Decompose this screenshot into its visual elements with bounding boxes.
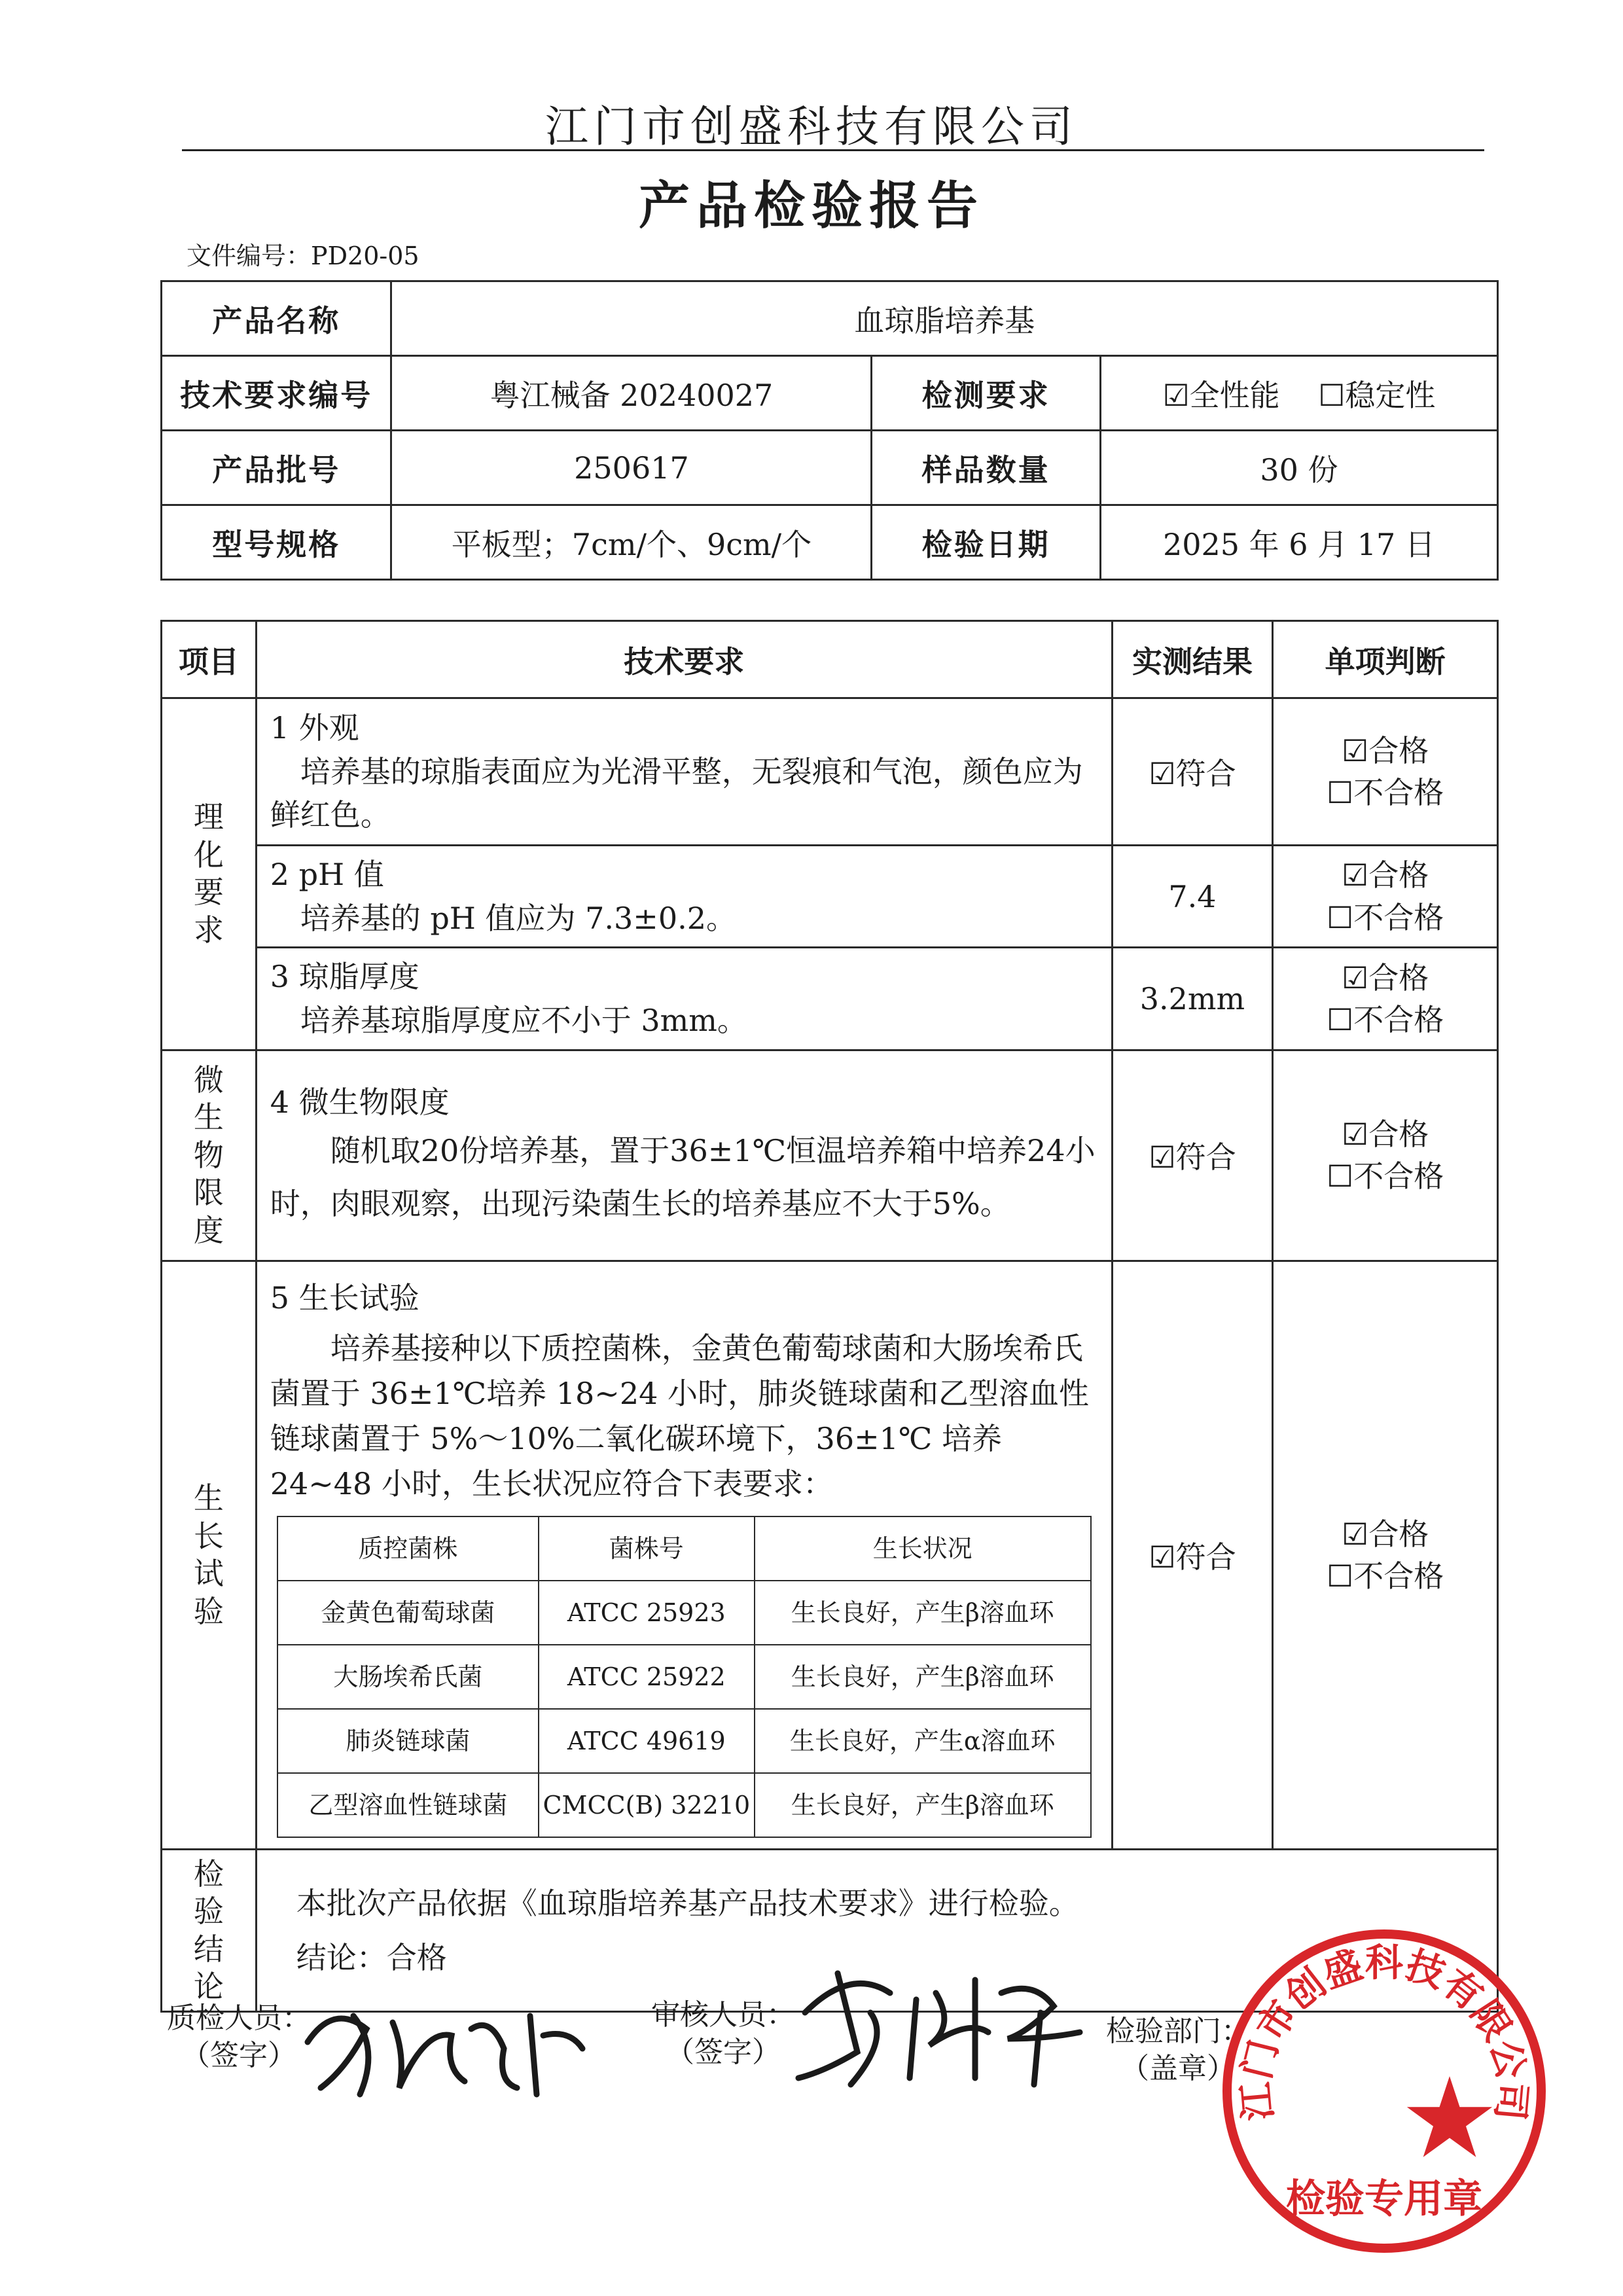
header-item: 项目: [162, 621, 257, 698]
fail-checkbox: ☐不合格: [1326, 1002, 1444, 1038]
tech-no-label: 技术要求编号: [162, 356, 391, 431]
judge-appearance: [1273, 698, 1498, 846]
qc-label: 质检人员：: [167, 2001, 311, 2035]
fail-checkbox: ☐不合格: [1326, 775, 1444, 810]
strain-header-id: 菌株号: [539, 1516, 755, 1581]
judge-thickness: [1273, 948, 1498, 1050]
req-microbial-text: 随机取20份培养基，置于36±1℃恒温培养箱中培养24小时，肉眼观察，出现污染菌生长的培养基应不大于5%。: [270, 1133, 1096, 1221]
conclusion-basis: 本批次产品依据《血琼脂培养基产品技术要求》进行检验。: [296, 1886, 1079, 1922]
req-ph-text: 培养基的 pH 值应为 7.3±0.2。: [300, 900, 736, 936]
req-appearance-title: 1 外观: [270, 709, 359, 745]
req-thickness: [256, 948, 1112, 1050]
full-performance-checkbox: ☑全性能: [1162, 377, 1280, 413]
strain-growth: 生长良好，产生β溶血环: [755, 1581, 1091, 1645]
company-name: 江门市创盛科技有限公司: [545, 101, 1078, 152]
table-row: [277, 1709, 1091, 1773]
judge-ph: [1273, 846, 1498, 948]
batch-label: 产品批号: [162, 431, 391, 505]
req-microbial: [256, 1050, 1112, 1261]
fail-checkbox: ☐不合格: [1326, 899, 1444, 935]
date-value: 2025 年 6 月 17 日: [1100, 505, 1497, 580]
strain-name: 肺炎链球菌: [277, 1709, 539, 1773]
table-row: [277, 1581, 1091, 1645]
report-title: 产品检验报告: [638, 176, 984, 236]
pass-checkbox: ☑合格: [1341, 1116, 1429, 1152]
req-growth-text: 培养基接种以下质控菌株，金黄色葡萄球菌和大肠埃希氏菌置于 36±1℃培养 18~24 小时，肺炎链球菌和乙型溶血性链球菌置于 5%～10%二氧化碳环境下，36±1℃ 培养 24~48 小时，生长状况应符合下表要求：: [270, 1331, 1089, 1502]
tech-no-value: 粤江械备 20240027: [391, 356, 872, 431]
req-ph-title: 2 pH 值: [270, 857, 384, 892]
header-requirement: 技术要求: [256, 621, 1112, 698]
section-microbial-limit: 微 生 物 限 度: [162, 1050, 257, 1261]
section-conclusion: 检 验 结 论: [162, 1850, 257, 2012]
model-label: 型号规格: [162, 505, 391, 580]
table-row: [277, 1773, 1091, 1837]
inspect-req-label: 检测要求: [872, 356, 1100, 431]
strain-header-growth: 生长状况: [755, 1516, 1091, 1581]
strain-name: 金黄色葡萄球菌: [277, 1581, 539, 1645]
inspection-stamp: [1214, 1921, 1554, 2261]
req-ph: [256, 846, 1112, 948]
review-label: 审核人员：: [651, 1998, 795, 2032]
inspect-req-value: [1100, 356, 1497, 431]
review-signature-block: [651, 1996, 795, 2071]
strain-header-name: 质控菌株: [277, 1516, 539, 1581]
inspection-table: [160, 620, 1499, 2013]
pass-checkbox: ☑合格: [1341, 857, 1429, 893]
strain-id: ATCC 49619: [539, 1709, 755, 1773]
strain-name: 大肠埃希氏菌: [277, 1645, 539, 1709]
req-appearance: [256, 698, 1112, 846]
model-value: 平板型；7cm/个、9cm/个: [391, 505, 872, 580]
dept-label: 检验部门：: [1106, 2015, 1250, 2048]
pass-checkbox: ☑合格: [1341, 960, 1429, 996]
strain-id: CMCC(B) 32210: [539, 1773, 755, 1837]
header-judgement: 单项判断: [1273, 621, 1498, 698]
strain-id: ATCC 25922: [539, 1645, 755, 1709]
review-signature: [779, 1954, 1093, 2091]
strain-growth: 生长良好，产生α溶血环: [755, 1709, 1091, 1773]
strain-growth: 生长良好，产生β溶血环: [755, 1645, 1091, 1709]
judge-microbial: [1273, 1050, 1498, 1261]
review-sub: （签字）: [666, 2036, 781, 2070]
pass-checkbox: ☑合格: [1341, 1516, 1429, 1552]
dept-sub: （盖章）: [1120, 2052, 1236, 2086]
header-rule: [182, 149, 1484, 151]
stability-checkbox: ☐稳定性: [1318, 377, 1436, 413]
result-microbial: ☑符合: [1112, 1050, 1272, 1261]
result-thickness: 3.2mm: [1112, 948, 1272, 1050]
info-table: [160, 280, 1499, 581]
req-growth: [256, 1261, 1112, 1850]
table-row: [277, 1645, 1091, 1709]
qc-sub: （签字）: [181, 2039, 296, 2073]
stamp-center-text: 检验专用章: [1286, 2176, 1482, 2222]
product-name-value: 血琼脂培养基: [391, 281, 1498, 356]
date-label: 检验日期: [872, 505, 1100, 580]
batch-value: 250617: [391, 431, 872, 505]
sample-label: 样品数量: [872, 431, 1100, 505]
strain-name: 乙型溶血性链球菌: [277, 1773, 539, 1837]
file-number: 文件编号：PD20-05: [187, 242, 419, 270]
qc-signature-block: [167, 2000, 311, 2074]
strain-table: [277, 1516, 1092, 1838]
judge-growth: [1273, 1261, 1498, 1850]
section-growth-test: 生 长 试 验: [162, 1261, 257, 1850]
req-thickness-text: 培养基琼脂厚度应不小于 3mm。: [300, 1003, 747, 1039]
stamp-ring-text: 江门市创盛科技有限公司: [1233, 1940, 1535, 2123]
section-physchem: 理 化 要 求: [162, 698, 257, 1050]
req-microbial-title: 4 微生物限度: [270, 1085, 450, 1121]
header-result: 实测结果: [1112, 621, 1272, 698]
strain-id: ATCC 25923: [539, 1581, 755, 1645]
result-growth: ☑符合: [1112, 1261, 1272, 1850]
req-appearance-text: 培养基的琼脂表面应为光滑平整，无裂痕和气泡，颜色应为鲜红色。: [270, 753, 1083, 833]
result-ph: 7.4: [1112, 846, 1272, 948]
conclusion-result: 结论：合格: [296, 1939, 447, 1975]
star-icon: ★: [1399, 2054, 1500, 2183]
fail-checkbox: ☐不合格: [1326, 1158, 1444, 1194]
sample-value: 30 份: [1100, 431, 1497, 505]
product-name-label: 产品名称: [162, 281, 391, 356]
req-thickness-title: 3 琼脂厚度: [270, 959, 419, 995]
qc-signature: [294, 1990, 596, 2101]
strain-growth: 生长良好，产生β溶血环: [755, 1773, 1091, 1837]
pass-checkbox: ☑合格: [1341, 732, 1429, 768]
result-appearance: ☑符合: [1112, 698, 1272, 846]
fail-checkbox: ☐不合格: [1326, 1558, 1444, 1594]
req-growth-title: 5 生长试验: [270, 1280, 419, 1316]
